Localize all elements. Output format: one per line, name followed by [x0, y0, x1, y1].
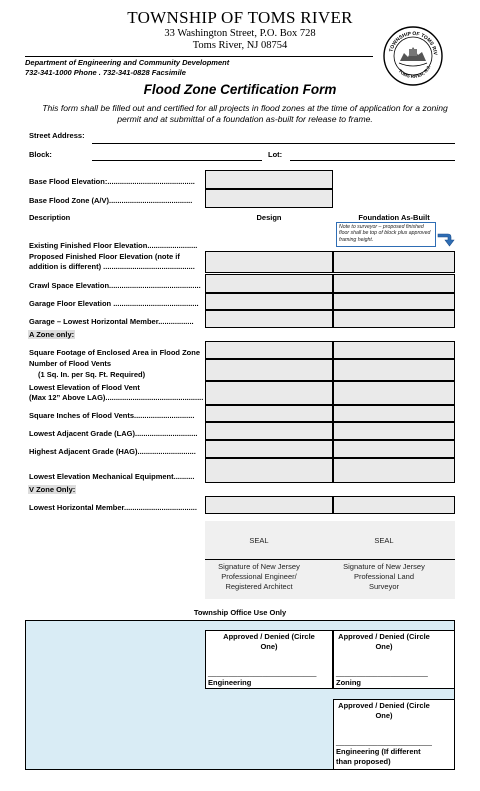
vents-requirement-note: (1 Sq. In. per Sq. Ft. Required): [38, 370, 146, 379]
sq-inches-asbuilt-box[interactable]: [333, 405, 455, 422]
v-lhm-label: Lowest Horizontal Member...................................: [29, 503, 197, 512]
proposed-ffe-label-1: Proposed Finished Floor Elevation (note if: [29, 252, 180, 261]
mech-equipment-label: Lowest Elevation Mechanical Equipment..........: [29, 472, 195, 481]
garage-lhm-label: Garage – Lowest Horizontal Member.................: [29, 317, 194, 326]
engineering-signature-blank[interactable]: __________________________: [208, 668, 317, 677]
hag-asbuilt-box[interactable]: [333, 440, 455, 458]
sig-engineer-line-1: Signature of New Jersey: [218, 562, 300, 571]
num-vents-asbuilt-box[interactable]: [333, 359, 455, 381]
township-seal-icon: [382, 25, 444, 87]
proposed-ffe-asbuilt-box[interactable]: [333, 251, 455, 273]
street-address-line-1[interactable]: [92, 143, 455, 144]
block-label: Block:: [29, 150, 52, 159]
street-address-label: Street Address:: [29, 131, 85, 140]
lowest-vent-design-box[interactable]: [205, 381, 333, 405]
form-intro: This form shall be filled out and certified for all projects in flood zones at the time of application for a zoning permit and at submittal of a foundation as-built for release to frame.: [42, 103, 448, 124]
base-flood-zone-box[interactable]: [205, 189, 333, 208]
form-title: Flood Zone Certification Form: [143, 82, 337, 97]
surveyor-note: Note to surveyor – proposed finished floor shall be top of block plus approved framing height.: [336, 222, 436, 247]
seal-label-engineer: SEAL: [249, 536, 269, 545]
lowest-vent-asbuilt-box[interactable]: [333, 381, 455, 405]
engineering-different-label-1: Engineering (If different: [336, 747, 421, 756]
proposed-ffe-design-box[interactable]: [205, 251, 333, 273]
zoning-approved-denied-2: One): [375, 642, 393, 651]
design-header: Design: [256, 213, 282, 222]
mech-equipment-asbuilt-box[interactable]: [333, 458, 455, 483]
a-zone-heading: A Zone only:: [29, 330, 75, 339]
engineering-label: Engineering: [208, 678, 252, 687]
lag-label: Lowest Adjacent Grade (LAG)..............................: [29, 429, 198, 438]
engineering-approved-denied-1: Approved / Denied (Circle: [223, 632, 315, 641]
proposed-ffe-label-2: addition is different) ............................................: [29, 262, 195, 271]
mech-equipment-design-box[interactable]: [205, 458, 333, 483]
garage-floor-label: Garage Floor Elevation .........................................: [29, 299, 199, 308]
engineering-approved-denied-2: One): [260, 642, 278, 651]
v-zone-heading: V Zone Only:: [29, 485, 76, 494]
seal-label-surveyor: SEAL: [374, 536, 394, 545]
lowest-vent-label-1: Lowest Elevation of Flood Vent: [29, 383, 140, 392]
num-vents-design-box[interactable]: [205, 359, 333, 381]
zoning-signature-blank[interactable]: ______________________: [336, 668, 428, 677]
sig-surveyor-line-1: Signature of New Jersey: [343, 562, 425, 571]
engineering-different-label-2: than proposed): [336, 757, 391, 766]
block-input-line[interactable]: [92, 160, 262, 161]
engineering-revised-signature-blank[interactable]: _______________________: [336, 737, 432, 746]
lag-design-box[interactable]: [205, 422, 333, 440]
existing-ffe-label: Existing Finished Floor Elevation........................: [29, 241, 198, 250]
hag-design-box[interactable]: [205, 440, 333, 458]
sq-footage-asbuilt-box[interactable]: [333, 341, 455, 359]
crawl-space-design-box[interactable]: [205, 274, 333, 293]
garage-floor-design-box[interactable]: [205, 293, 333, 310]
sig-engineer-line-2: Professional Engineer/: [221, 572, 297, 581]
signature-line[interactable]: [205, 559, 455, 560]
sq-footage-design-box[interactable]: [205, 341, 333, 359]
v-lhm-design-box[interactable]: [205, 496, 333, 514]
zoning-label: Zoning: [336, 678, 361, 687]
sq-inches-label: Square Inches of Flood Vents.............................: [29, 411, 195, 420]
base-flood-zone-label: Base Flood Zone (A/V)........................................: [29, 196, 193, 205]
department-phone: 732-341-1000 Phone . 732-341-0828 Facsimile: [25, 68, 186, 77]
v-lhm-asbuilt-box[interactable]: [333, 496, 455, 514]
num-vents-label: Number of Flood Vents: [29, 359, 112, 368]
township-name: TOWNSHIP OF TOMS RIVER: [127, 8, 353, 27]
hag-label: Highest Adjacent Grade (HAG)............................: [29, 447, 196, 456]
base-flood-elevation-box[interactable]: [205, 170, 333, 189]
lot-input-line[interactable]: [290, 160, 455, 161]
engineering-revised-approved-denied-1: Approved / Denied (Circle: [338, 701, 430, 710]
address-line-1: 33 Washington Street, P.O. Box 728: [164, 28, 316, 39]
zoning-approved-denied-1: Approved / Denied (Circle: [338, 632, 430, 641]
base-flood-elevation-label: Base Flood Elevation:..........................................: [29, 177, 195, 186]
header-rule: [25, 56, 373, 57]
sq-inches-design-box[interactable]: [205, 405, 333, 422]
office-use-heading: Township Office Use Only: [25, 606, 455, 621]
department-name: Department of Engineering and Community Development: [25, 58, 230, 67]
crawl-space-label: Crawl Space Elevation............................................: [29, 281, 201, 290]
sq-footage-label: Square Footage of Enclosed Area in Flood Zone: [29, 348, 200, 357]
garage-lhm-asbuilt-box[interactable]: [333, 310, 455, 328]
seal-text-bottom: TOMS RIVER, N.J.: [397, 64, 432, 80]
bent-arrow-icon: [437, 229, 457, 249]
lowest-vent-label-2: (Max 12” Above LAG)...............................................: [29, 393, 204, 402]
garage-lhm-design-box[interactable]: [205, 310, 333, 328]
description-header: Description: [29, 213, 71, 222]
address-line-2: Toms River, NJ 08754: [192, 40, 288, 51]
sig-surveyor-line-3: Surveyor: [368, 582, 399, 591]
crawl-space-asbuilt-box[interactable]: [333, 274, 455, 293]
engineering-revised-approved-denied-2: One): [375, 711, 393, 720]
sig-surveyor-line-2: Professional Land: [353, 572, 415, 581]
garage-floor-asbuilt-box[interactable]: [333, 293, 455, 310]
foundation-as-built-header: Foundation As-Built: [358, 213, 430, 222]
lot-label: Lot:: [268, 150, 283, 159]
seal-text-top: TOWNSHIP OF TOMS RIV: [388, 30, 439, 56]
lag-asbuilt-box[interactable]: [333, 422, 455, 440]
sig-engineer-line-3: Registered Architect: [225, 582, 293, 591]
